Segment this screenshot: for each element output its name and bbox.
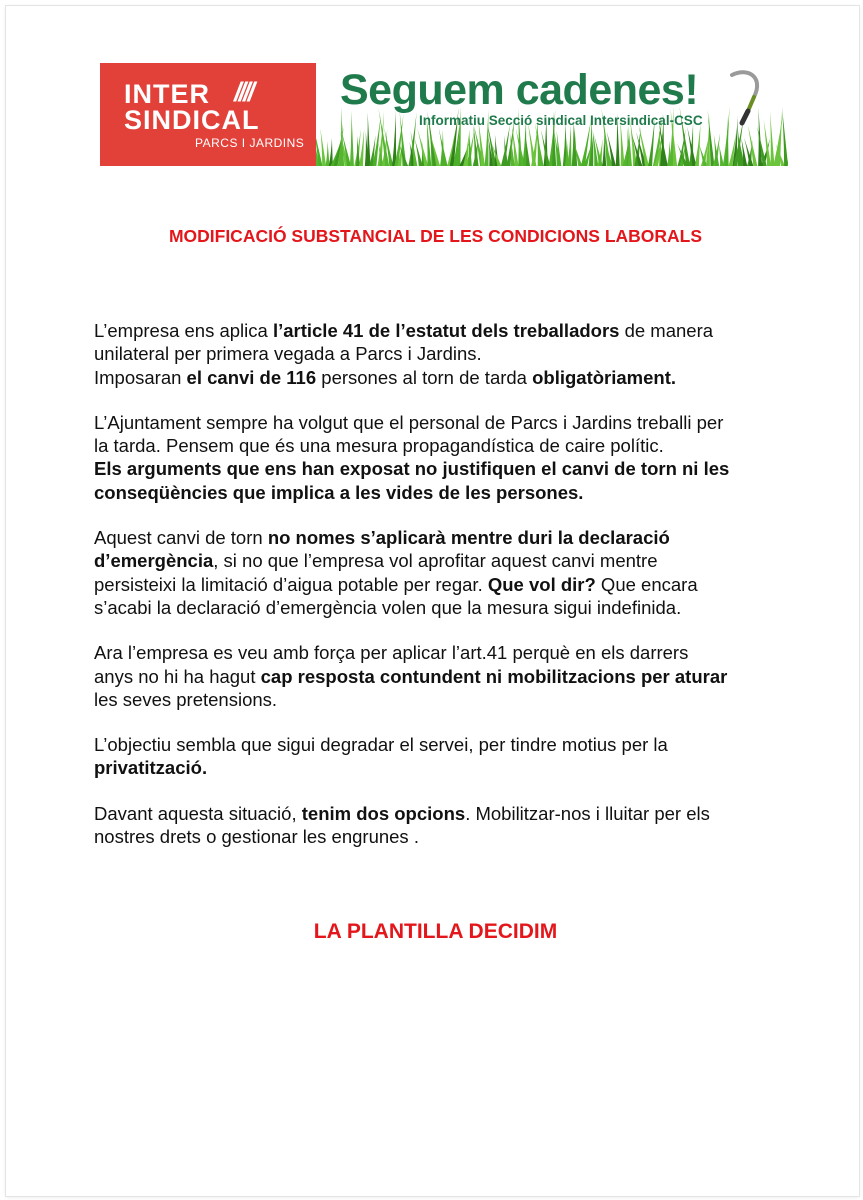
brand-subtitle: Informatiu Secció sindical Intersindical-CSC [419, 113, 703, 128]
p6-l2: nostres drets o gestionar les engrunes . [94, 826, 419, 848]
paragraph-2 [94, 411, 794, 504]
p3-l2-t1: , si no que l’empresa vol aprofitar aquest canvi mentre [213, 550, 658, 572]
p4-l3: les seves pretensions. [94, 688, 278, 710]
brand-title: Seguem cadenes! [340, 66, 699, 114]
p2-b4: conseqüències que implica a les vides de les persones. [94, 481, 584, 503]
page-headline: MODIFICACIÓ SUBSTANCIAL DE LES CONDICIONS LABORALS [168, 226, 703, 246]
p1-l3-b1: el canvi de 116 [186, 366, 317, 388]
logo-slashes: //// [234, 77, 253, 107]
paragraph-5 [94, 733, 794, 780]
p5-b2: privatització. [94, 757, 208, 779]
logo-subtitle: PARCS I JARDINS [195, 136, 305, 150]
p3-l1-b1: no nomes s’aplicarà mentre duri la declaració [267, 527, 670, 549]
p3-l3-t2: Que encara [595, 573, 698, 595]
logo-line1: INTER [124, 79, 210, 109]
header-banner [100, 63, 788, 166]
document-page [6, 6, 859, 1196]
p4-l2-t1: anys no hi ha hagut [94, 665, 261, 687]
p1-l3-t1: Imposaran [94, 366, 187, 388]
p4-l1: Ara l’empresa es veu amb força per aplicar l’art.41 perquè en els darrers [94, 642, 689, 664]
p1-l3-b2: obligatòriament. [532, 366, 677, 388]
p3-l2-b1: d’emergència [94, 550, 214, 572]
paragraph-4 [94, 641, 794, 711]
paragraph-6 [94, 802, 794, 849]
scythe-icon [722, 67, 768, 127]
p1-l3-t2: persones al torn de tarda [316, 366, 533, 388]
logo-line2: SINDICAL [124, 105, 260, 135]
p3-l3-t1: persisteixi la limitació d’aigua potable per regar. [94, 573, 488, 595]
p1-l1-t2: de manera [619, 320, 714, 341]
p3-l4: s’acabi la declaració d’emergència volen que la mesura sigui indefinida. [94, 596, 682, 618]
p2-b3: Els arguments que ens han exposat no justifiquen el canvi de torn ni les [94, 458, 730, 480]
p4-l2-b1: cap resposta contundent ni mobilitzacions per aturar [260, 665, 728, 687]
p3-l3-b1: Que vol dir? [487, 573, 596, 595]
p3-l1-t1: Aquest canvi de torn [94, 527, 268, 549]
intersindical-logo [100, 63, 316, 166]
p1-l1-b1: l’article 41 de l’estatut dels treballadors [272, 320, 620, 341]
p2-l1: L’Ajuntament sempre ha volgut que el personal de Parcs i Jardins treballi per [94, 411, 724, 433]
p6-l1-t2: . Mobilitzar-nos i lluitar per els [465, 802, 710, 824]
p2-l2: la tarda. Pensem que és una mesura propagandística de caire polític. [94, 435, 664, 457]
p6-l1-t1: Davant aquesta situació, [94, 802, 302, 824]
p1-l1-t1: L’empresa ens aplica [94, 320, 273, 341]
closing-slogan: LA PLANTILLA DECIDIM [313, 920, 558, 943]
paragraph-1 [94, 319, 794, 389]
p1-l2: unilateral per primera vegada a Parcs i Jardins. [94, 343, 482, 365]
p6-l1-b1: tenim dos opcions [301, 802, 466, 824]
p5-l1: L’objectiu sembla que sigui degradar el servei, per tindre motius per la [94, 734, 668, 756]
paragraph-3 [94, 526, 794, 619]
body-text [94, 319, 794, 870]
grass-panel [316, 63, 788, 166]
